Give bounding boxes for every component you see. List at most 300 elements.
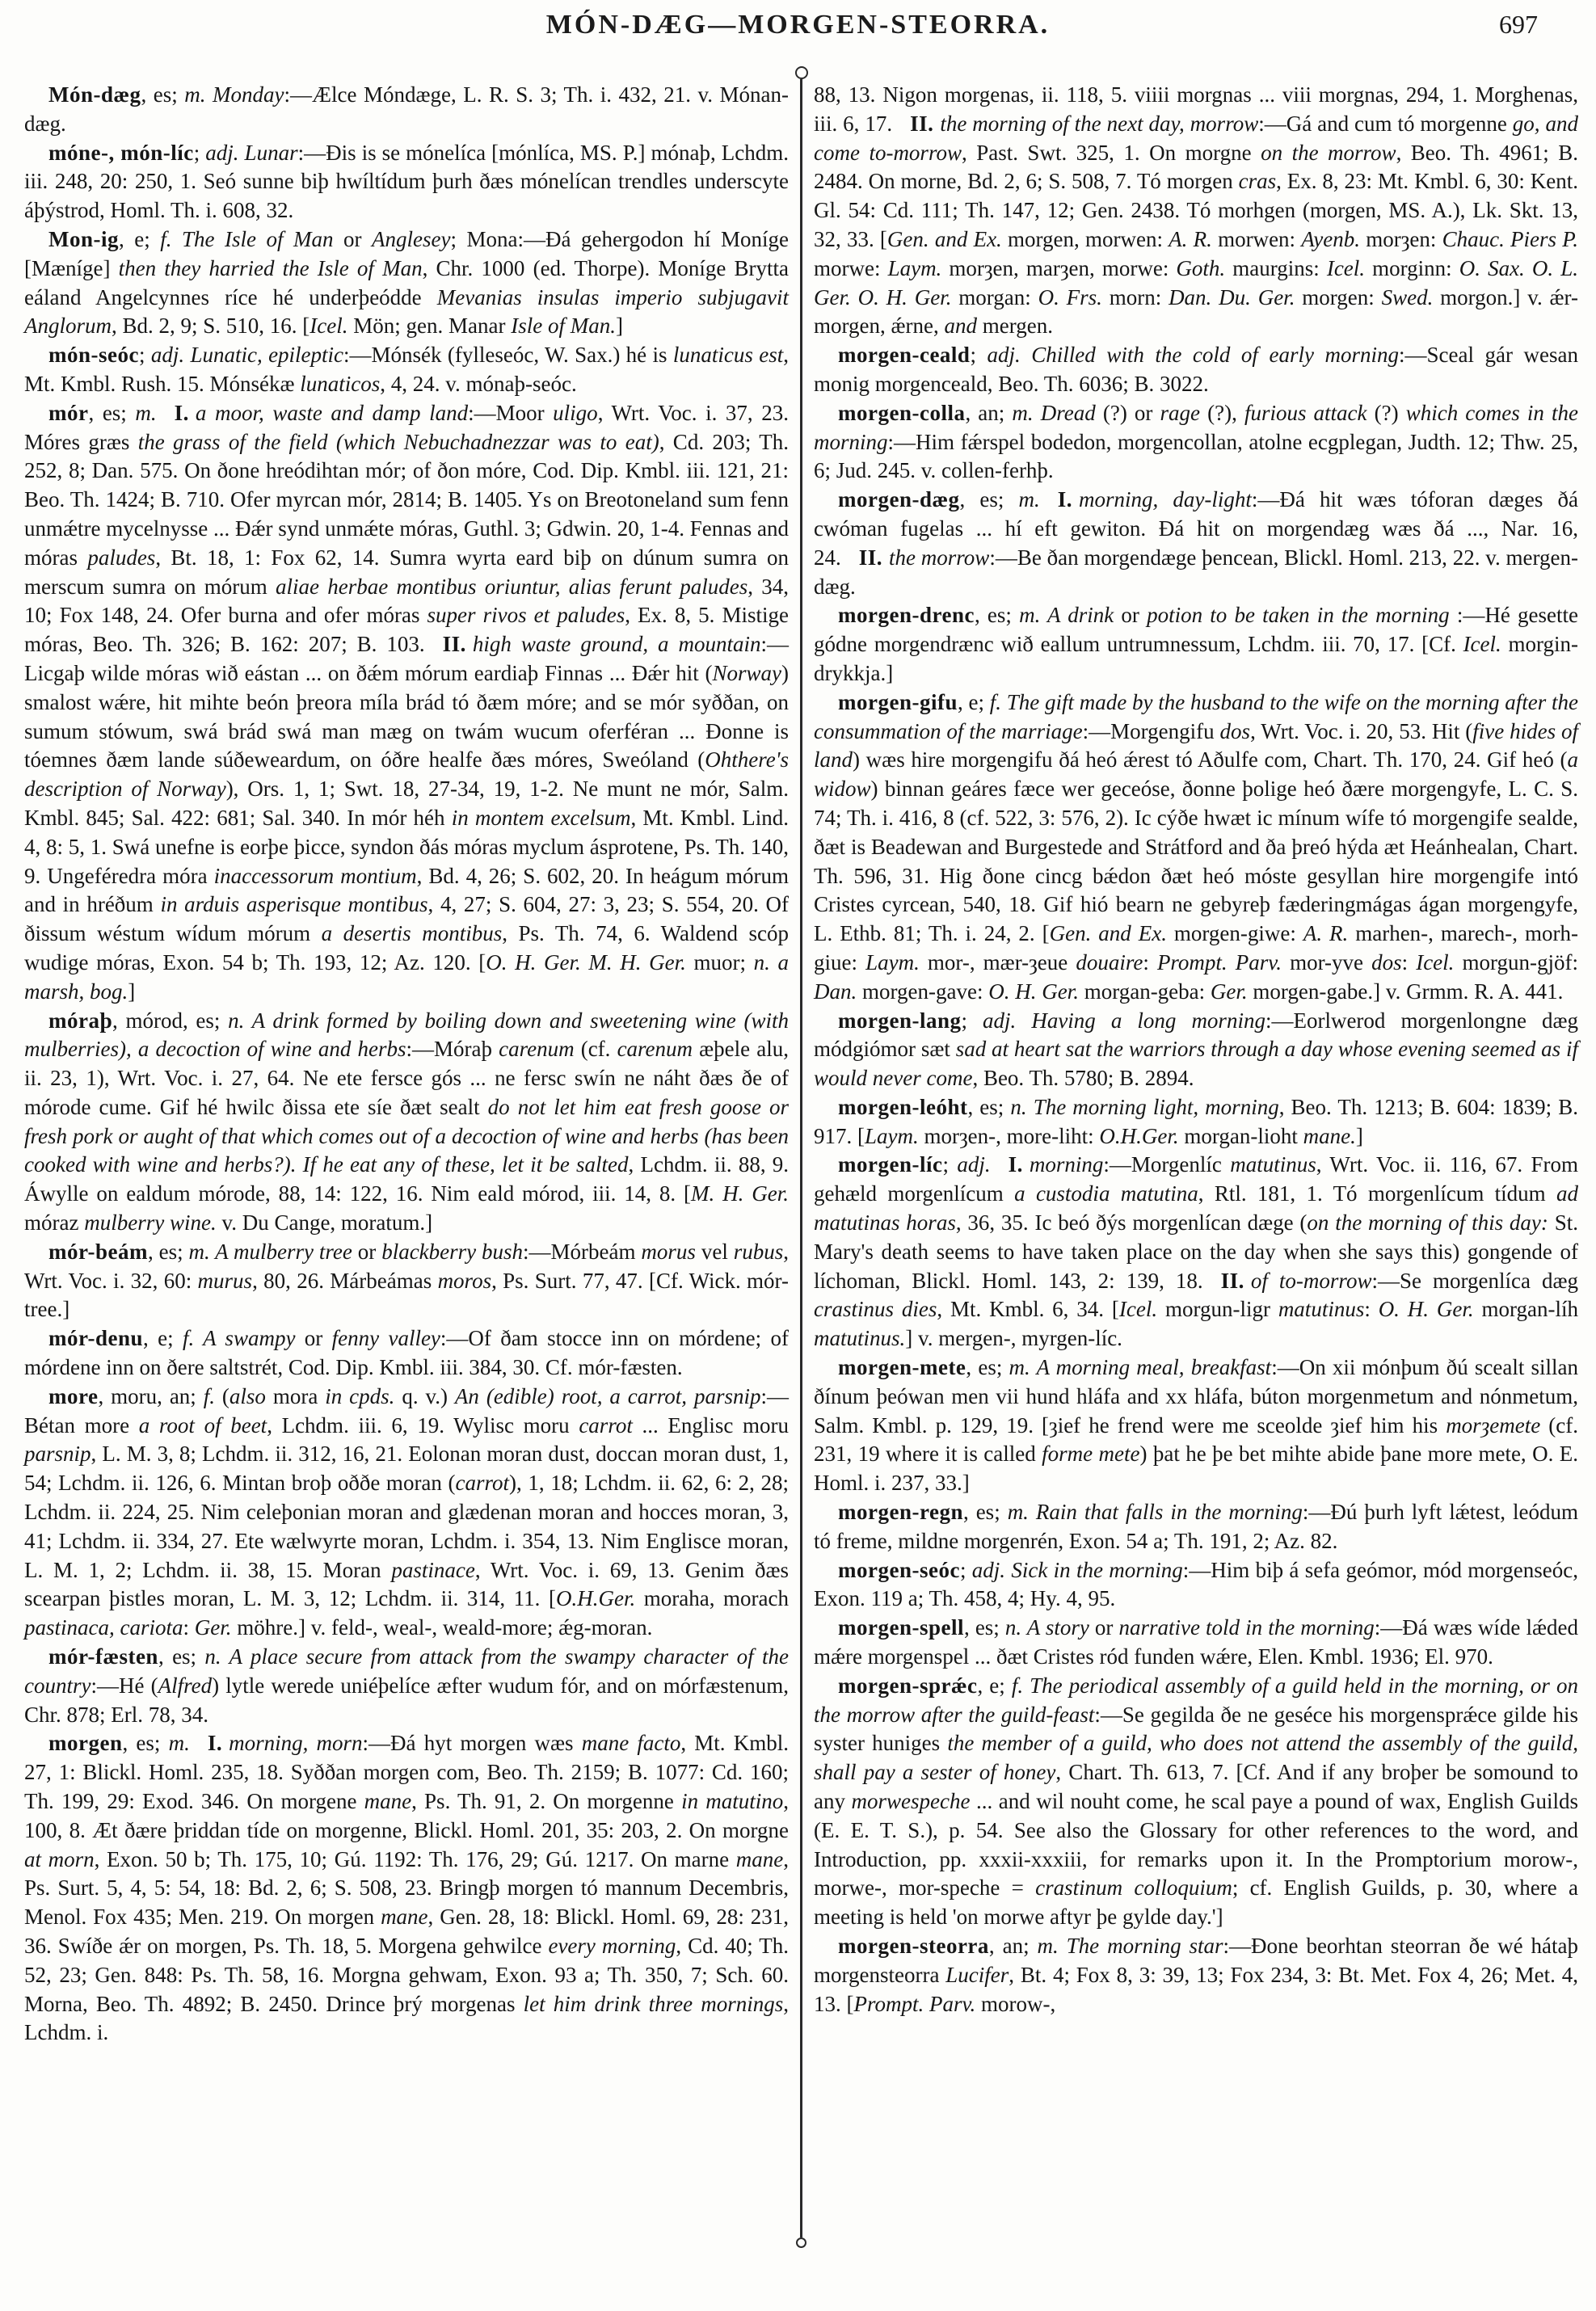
entry-text: ; [959, 1557, 972, 1582]
entry-text: mulberry wine. [84, 1210, 217, 1235]
entry-text: rage [1160, 400, 1201, 425]
entry-text: morgan-líh [1473, 1297, 1578, 1322]
entry-text: Laym. [887, 255, 942, 280]
entry-text: , es; [158, 1644, 205, 1669]
entry-text: carenum [617, 1037, 693, 1062]
entry-text: ad matutinas horas [814, 1181, 1579, 1235]
entry-text: , Bt. 4; Fox 8, 3: 39, 13; Fox 234, 3: Bt. Met. Fox 4, 26; Met. 4, 13. [ [814, 1962, 1578, 2016]
entry-text: Gen. and Ex. [886, 226, 1002, 251]
entry-text: morȝen: [1360, 226, 1442, 251]
entry-text: adj. [957, 1152, 991, 1177]
entry-text: ; [193, 140, 206, 165]
entry-text: forme mete [1042, 1442, 1140, 1467]
headword: morgen-regn [838, 1500, 963, 1525]
entry-text: , Beo. Th. 5780; B. 2894. [972, 1066, 1194, 1091]
entry-text: Swed. [1381, 284, 1434, 309]
entry-text: Isle of Man. [511, 314, 616, 339]
entry-text: or [352, 1239, 382, 1264]
entry-text: , 100, 8. Æt ðære þriddan tíde on morgenne, Blickl. Homl. 201, 35: 203, 2. On morgne [24, 1789, 789, 1842]
entry-text: every morning [548, 1934, 676, 1958]
entry-text: f. [203, 1383, 215, 1408]
entry-text: vel [695, 1239, 734, 1264]
entry-text: , Gen. 28, 18: Blickl. Homl. 69, 28: 231, 36. Swíðe ǽr on morgen, Ps. Th. 18, 5. Morgena gehwilce [24, 1905, 789, 1958]
entry-text: in matutino [681, 1789, 784, 1814]
entry-text: , an; [988, 1934, 1038, 1958]
entry-text: at morn [24, 1846, 95, 1871]
dictionary-entry [814, 1498, 1578, 1556]
entry-text: II. [1220, 1268, 1244, 1293]
entry-text: adj. Chilled with the cold of early morning [987, 343, 1399, 368]
entry-text: murus [197, 1268, 253, 1293]
entry-text: :—Móraþ [406, 1037, 499, 1062]
entry-text: m. The morning star [1037, 1934, 1223, 1958]
entry-text: rubus [733, 1239, 784, 1264]
entry-text: , Cd. 40; Th. 52, 23; Gen. 848: Ps. Th. 58, 16. Morgna gehwam, Exon. 93 a; Th. 350, 7; Sch. 60. Morna, Beo. Th. 4892; B. 2450. Drince þrý morgenas [24, 1934, 790, 2016]
entry-text: , es; [962, 1500, 1008, 1525]
entry-text: the member of a guild, who does not attend the assembly of the guild, shall pay a sester of honey [814, 1731, 1578, 1785]
entry-text: n. The morning light, morning [1010, 1094, 1279, 1119]
entry-text: , Mt. Kmbl. 6, 34. [ [937, 1297, 1119, 1322]
headword: morgen-mete [838, 1355, 966, 1380]
entry-text: morȝen, marȝen, morwe: [941, 255, 1177, 280]
entry-text: m. [1018, 487, 1040, 512]
entry-text: of to-morrow [1250, 1268, 1372, 1293]
headword: mór-beám [48, 1239, 148, 1264]
entry-text: Chauc. Piers P. [1442, 226, 1579, 251]
headword: mór-denu [48, 1326, 143, 1351]
entry-text: , es; [959, 487, 1019, 512]
entry-text: ] [1355, 1123, 1363, 1148]
entry-text: n. A story [1004, 1615, 1089, 1640]
entry-text: cras [1238, 169, 1277, 194]
entry-text: Prompt. Parv. [1156, 949, 1282, 974]
entry-text: morgen: [1295, 284, 1382, 309]
entry-text: on the morning of this day: [1307, 1210, 1548, 1235]
entry-text: douaire [1076, 949, 1143, 974]
entry-text: morgun-ligr [1157, 1297, 1278, 1322]
headword: morgen-leóht [838, 1094, 968, 1119]
entry-text: , es; [147, 1239, 189, 1264]
entry-text: O.H.Ger. [555, 1586, 636, 1611]
entry-text: Icel. [1326, 255, 1366, 280]
entry-text: , e; [977, 1673, 1012, 1698]
entry-text: ) þat he þe bet mihte abide þane more mete, O. E. Homl. i. 237, 33.] [814, 1442, 1578, 1496]
entry-text: , Exon. 50 b; Th. 175, 10; Gú. 1192: Th. 176, 29; Gú. 1217. On marne [94, 1846, 736, 1871]
entry-text: Goth. [1176, 255, 1226, 280]
entry-text: m. [168, 1731, 190, 1756]
entry-text: then they harried the Isle of Man [118, 255, 423, 280]
entry-text: q. v.) [394, 1383, 455, 1408]
entry-text: I. [174, 400, 189, 425]
entry-text: ] [615, 314, 623, 339]
entry-text: ), 1, 18; Lchdm. ii. 62, 6: 2, 28; Lchdm. ii. 224, 25. Nim celeþonian moran and glædenan moran and hocces moran, 3, 41; Lchdm. ii. 334, 27. Ete wælwyrte moran, Lchdm. i. 354, 13. Nim Englisce moran, L. M. 1, 2; Lchdm. ii. 38, 15. Moran [24, 1471, 789, 1582]
entry-text: :—Ðá wæs wíde lǽded mǽre morgenspel ... ðæt Cristes ród funden wǽre, Elen. Kmbl. 1936; El. 970. [814, 1615, 1578, 1669]
entry-text: morwespeche [851, 1789, 971, 1814]
entry-text: :—Ælce Móndæge, L. R. S. 3; Th. i. 432, 21. v. Mónan-dæg. [24, 82, 789, 136]
entry-text: Lucifer [945, 1962, 1009, 1987]
entry-text: m. Rain that falls in the morning [1007, 1500, 1303, 1525]
entry-text: 88, 13. Nigon morgenas, ii. 118, 5. viiii morgnas ... viii morgnas, 294, 1. Morghenas, iii. 6, 17. [814, 82, 1578, 136]
headword: morgen-colla [838, 400, 966, 425]
entry-text: maurgins: [1225, 255, 1327, 280]
entry-text: m. A morning meal, breakfast [1009, 1355, 1272, 1380]
entry-text: fenny valley [331, 1326, 440, 1351]
entry-text: pastinace [391, 1557, 475, 1582]
entry-text: paludes [87, 545, 156, 570]
entry-text: ; [961, 1008, 983, 1033]
entry-text: :—Be ðan morgendæge þencean, Blickl. Homl. 213, 22. v. mergen-dæg. [814, 545, 1578, 599]
dictionary-entry [814, 1353, 1578, 1498]
headword: morgen-ceald [838, 343, 971, 368]
entry-text: adj. Lunar [205, 140, 298, 165]
entry-text: :—Hé ( [91, 1673, 158, 1698]
entry-text: Dan. Du. Ger. [1169, 284, 1295, 309]
entry-text: high waste ground, a mountain [472, 632, 761, 657]
dictionary-entry [814, 1932, 1578, 2018]
entry-text: Gen. and Ex. [1049, 921, 1167, 946]
entry-text: , e; [119, 226, 161, 251]
headword: móne-, món-líc [48, 140, 194, 165]
entry-text: carenum [499, 1037, 575, 1062]
entry-text: Icel. [1416, 949, 1455, 974]
entry-text: ; [970, 343, 987, 368]
entry-text: M. H. Ger. [691, 1181, 789, 1206]
page-title: MÓN-DÆG—MORGEN-STEORRA. [545, 10, 1051, 40]
entry-text: muor; [685, 949, 754, 974]
dictionary-entry [814, 688, 1578, 1007]
entry-text: morgin-drykkja.] [814, 632, 1578, 685]
entry-text: n. A place secure from attack from the swampy character of the country [24, 1644, 789, 1698]
entry-text: crastinus dies [814, 1297, 937, 1322]
entry-text: , Mt. Kmbl. Rush. 15. Mónsékæ [24, 343, 789, 396]
entry-text: , Chart. Th. 613, 7. [Cf. And if any broþer be somound to any [814, 1760, 1578, 1814]
entry-text: n. A drink formed by boiling down and sweetening wine (with mulberries), a decoction of wine and herbs [24, 1008, 789, 1062]
divider-ornament-bottom [796, 2237, 806, 2248]
entry-text: f. The Isle of Man [160, 226, 334, 251]
entry-text: ) smalost wǽre, hit mihte beón þreora míla brád tó ðæm móre; and se mór syððan, on sumum stówum, swá brád swá man mæg on twám wucum oferféran ... Ðonne is tóemnes ðæm lande súðeweardum, on óðre healfe ðæs móres, Sweóland ( [24, 660, 789, 772]
entry-text: morwe: [814, 255, 888, 280]
entry-text: , es; [141, 82, 185, 107]
entry-text: I. [207, 1731, 223, 1756]
entry-text: II. [858, 545, 883, 570]
entry-text: Icel. [310, 314, 348, 339]
entry-text: morgen-giwe: [1166, 921, 1303, 946]
entry-text: the grass of the field (which Nebuchadnezzar was to eat) [137, 429, 659, 454]
dictionary-entry [814, 601, 1578, 688]
entry-text: , es; [974, 603, 1020, 628]
entry-text: , Wrt. Voc. i. 20, 53. Hit ( [1250, 718, 1473, 743]
entry-text: carrot [579, 1412, 633, 1438]
entry-text: , e; [957, 689, 990, 714]
headword: morgen-gifu [838, 689, 958, 714]
entry-text: crastinum colloquium [1035, 1875, 1232, 1901]
headword: morgen-seóc [838, 1557, 960, 1582]
entry-text: : [183, 1615, 195, 1640]
entry-text: marhen-, marech-, morh-giue: [814, 921, 1578, 974]
entry-text: , Beo. Th. 1213; B. 604: 1839; B. 917. [ [814, 1094, 1578, 1148]
entry-text: Prompt. Parv. [853, 1991, 976, 2016]
entry-text: æþele alu, ii. 23, 1), Wrt. Voc. i. 27, 64. Ne ete fersce gós ... ne fersc swín ne náht ðæs ðe of mórode cume. Gif hé hwilc ðissa ete síe ðæt sealt [24, 1037, 790, 1119]
entry-text: adj. Sick in the morning [971, 1557, 1183, 1582]
entry-text: , Beo. Th. 4961; B. 2484. On morne, Bd. 2, 6; S. 508, 7. Tó morgen [814, 140, 1578, 194]
entry-text: super rivos et paludes [427, 603, 625, 628]
entry-text: m. Monday [184, 82, 284, 107]
entry-text: n. a marsh, bog. [24, 949, 790, 1004]
entry-text: parsnip [24, 1442, 91, 1467]
entry-text: Laym. [865, 1123, 919, 1148]
entry-text: mergen. [976, 314, 1053, 339]
entry-text: (?) or [1095, 400, 1160, 425]
entry-text: O. Frs. [1038, 284, 1102, 309]
entry-text: , es; [966, 1355, 1009, 1380]
entry-text: , Ex. 8, 5. Mistige móras, Beo. Th. 326; B. 162: 207; B. 103. [24, 603, 789, 657]
entry-text: :—Hé gesette gódne morgendrænc wið eallum untrumnessum, Lchdm. iii. 70, 17. [Cf. [814, 603, 1579, 657]
dictionary-entry [814, 1672, 1578, 1932]
entry-text: , e; [143, 1326, 183, 1351]
entry-text: mor-, mær-ȝeue [919, 949, 1076, 974]
entry-text: f. The periodical assembly of a guild held in the morning, or on the morrow after the guild-feast [814, 1673, 1578, 1727]
entry-text: , Cd. 203; Th. 252, 8; Dan. 575. On ðone hreódihtan mór; of ðon móre, Cod. Dip. Kmbl. iii. 121, 21: Beo. Th. 1424; B. 710. Ofer myrcan mór, 2814; B. 1405. Ys on Breotoneland sum fenn unmǽtre mycelnysse ... Ðǽr synd unmǽte móras, Guthl. 3; Gdwin. 20, 1-4. Fennas and móras [24, 429, 790, 570]
entry-text: , Bt. 18, 1: Fox 62, 14. Sumra wyrta eard biþ on dúnum sumra on merscum sumra on mórum [24, 545, 789, 599]
entry-text: möhre.] v. feld-, weal-, weald-more; ǽg-moran. [231, 1615, 653, 1640]
entry-text: II. [442, 632, 466, 657]
entry-text: A. R. [1169, 226, 1212, 251]
entry-text: the morrow [889, 545, 990, 570]
entry-text: morning, morn [229, 1731, 363, 1756]
headword: mór [48, 400, 89, 425]
entry-text: in montem excelsum [451, 805, 631, 830]
entry-text: furious attack [1244, 400, 1367, 425]
entry-text: which comes in the morning [814, 400, 1578, 454]
page-header [0, 0, 1596, 58]
dictionary-entry [814, 1614, 1578, 1672]
entry-text: , moru, an; [98, 1383, 204, 1408]
entry-text: A. R. [1303, 921, 1349, 946]
headword: morgen-lang [838, 1008, 962, 1033]
entry-text: , Bd. 2, 9; S. 510, 16. [ [112, 314, 310, 339]
headword: morgen [48, 1731, 123, 1756]
headword: morgen-dæg [838, 487, 960, 512]
entry-text: móraz [24, 1210, 85, 1235]
headword: Món-dæg [48, 82, 141, 107]
entry-text: mora [265, 1383, 326, 1408]
entry-text: five hides of land [814, 718, 1578, 772]
entry-text: morgun-gjöf: [1454, 949, 1578, 974]
entry-text: moraha, morach [635, 1586, 789, 1611]
entry-text: or [1114, 603, 1148, 628]
dictionary-entry [24, 1007, 789, 1238]
entry-text: adj. Lunatic, epileptic [150, 343, 344, 368]
headword: more [48, 1383, 99, 1408]
entry-text: O. Sax. O. L. Ger. O. H. Ger. [814, 255, 1578, 309]
entry-text: do not let him eat fresh goose or fresh pork or aught of that which comes out of a decoction of wine and herbs (has been cooked with wine and herbs?). If he eat any of these, let it be salted [24, 1094, 789, 1177]
entry-text: pastinaca, cariota [24, 1615, 183, 1640]
entry-text: ( [214, 1383, 230, 1408]
entry-text: ), Ors. 1, 1; Swt. 18, 27-34, 19, 1-2. Ne munt ne mór, Salm. Kmbl. 845; Sal. 422: 681; Sal. 340. In mór héh [24, 777, 790, 830]
entry-text: Ayenb. [1301, 226, 1361, 251]
entry-text: (?), [1200, 400, 1244, 425]
dictionary-entry [24, 1238, 789, 1324]
entry-text: :—Ðis is se mónelíca [mónlíca, MS. P.] mónaþ, Lchdm. iii. 248, 20: 250, 1. Seó sunne biþ hwíltídum þurh ðæs mónelícan trendles underscyte áþýstrod, Homl. Th. i. 608, 32. [24, 140, 789, 223]
headword: Mon-ig [48, 226, 119, 251]
entry-text: morning, day-light [1079, 487, 1252, 512]
headword: morgen-steorra [838, 1934, 989, 1958]
entry-text: or [1089, 1615, 1119, 1640]
entry-text: uligo [553, 400, 598, 425]
entry-text: morgan-lioht [1178, 1123, 1303, 1148]
entry-text: :—Gá and cum tó morgenne [1258, 111, 1513, 136]
entry-text: mor-yve [1282, 949, 1372, 974]
entry-text: Mevanias insulas imperio subjugavit Anglorum [24, 284, 789, 339]
entry-text: a custodia matutina [1014, 1181, 1198, 1206]
entry-text: morow-, [975, 1991, 1056, 2016]
entry-text: morwen: [1211, 226, 1302, 251]
entry-text: :—Se morgenlíca dæg [1371, 1268, 1578, 1293]
dictionary-entry [24, 139, 789, 225]
entry-text: :—Ðone beorhtan steorran ðe wé hátaþ morgensteorra [814, 1934, 1578, 1987]
entry-text: aliae herbae montibus oriuntur, alias ferunt paludes [275, 574, 748, 599]
entry-text: lunaticos [300, 371, 381, 396]
entry-text: Laym. [865, 949, 920, 974]
dictionary-entry [814, 399, 1578, 486]
entry-text: m. [135, 400, 157, 425]
entry-text: , Bd. 4, 26; S. 602, 20. In heágum mórum and in hréðum [24, 863, 789, 917]
entry-text: f. A swampy [182, 1326, 296, 1351]
entry-text: Ger. [1210, 979, 1248, 1004]
entry-text: Mön; gen. Manar [347, 314, 512, 339]
entry-text: :—Moor [468, 400, 554, 425]
entry-text: or [295, 1326, 332, 1351]
entry-text: , es; [88, 400, 136, 425]
entry-text: narrative told in the morning [1118, 1615, 1375, 1640]
dictionary-entry [24, 341, 789, 399]
dictionary-entry [814, 81, 1578, 341]
entry-text: St. Mary's death seems to have taken place on the day when she says this) gongende of líchoman, Blickl. Homl. 143, 2: 139, 18. [814, 1210, 1578, 1293]
dictionary-entry [814, 486, 1578, 601]
entry-text: O. H. Ger. [1378, 1297, 1474, 1322]
page-number: 697 [1499, 10, 1538, 39]
entry-text: matutinus [1278, 1297, 1365, 1322]
entry-text: Anglesey [372, 226, 451, 251]
entry-text: , 4, 24. v. mónaþ-seóc. [380, 371, 577, 396]
entry-text: v. Du Cange, moratum.] [216, 1210, 433, 1235]
entry-text: , Lchdm. i. [24, 1991, 790, 2045]
entry-text: a moor, waste and damp land [195, 400, 469, 425]
entry-text: , mórod, es; [112, 1008, 229, 1033]
entry-text: or [333, 226, 373, 251]
entry-text: I. [1057, 487, 1073, 512]
entry-text: ... Englisc moru [632, 1412, 790, 1438]
entry-text: ) wæs hire morgengifu ðá heó ǽrest tó Aðulfe com, Chart. Th. 170, 24. Gif heó ( [853, 747, 1568, 772]
entry-text: , Lchdm. ii. 88, 9. Áwylle on ealdum mórode, 88, 14: 122, 16. Nim eald mórod, iii. 14, 8. [ [24, 1152, 790, 1206]
headword: móraþ [48, 1008, 112, 1033]
entry-text: morgen, morwen: [1001, 226, 1169, 251]
entry-text: , es; [963, 1615, 1005, 1640]
entry-text: m. A mulberry tree [188, 1239, 352, 1264]
entry-text: mane [364, 1789, 412, 1814]
entry-text: :—Bétan more [24, 1383, 789, 1438]
entry-text: ; [942, 1152, 958, 1177]
dictionary-entry [24, 1383, 789, 1643]
entry-text: Icel. [1463, 632, 1501, 657]
entry-text: Dan. [814, 979, 857, 1004]
headword: morgen-líc [838, 1152, 943, 1177]
entry-text: ; Mona:—Ðá gehergodon hí Moníge [Mæníge] [24, 226, 789, 280]
entry-text: An (edible) root, a carrot, parsnip [454, 1383, 761, 1408]
entry-text: ] v. mergen-, myrgen-líc. [905, 1326, 1122, 1351]
entry-text: carrot [455, 1471, 510, 1496]
entry-text: morgen-gabe.] v. Grmm. R. A. 441. [1247, 979, 1564, 1004]
dictionary-entry [24, 225, 789, 341]
entry-text: , es; [122, 1731, 169, 1756]
entry-text: morȝen-, more-liht: [918, 1123, 1100, 1148]
dictionary-entry [24, 81, 789, 139]
entry-text: Norway [712, 660, 781, 685]
entry-text: , Chr. 1000 (ed. Thorpe). Moníge Brytta eáland Angelcynnes ríce hé underþeódde [24, 255, 790, 309]
dictionary-entry [814, 341, 1578, 399]
entry-text: morus [641, 1239, 696, 1264]
entry-text: , Wrt. Voc. i. 37, 23. Móres græs [24, 400, 790, 454]
dictionary-entry [814, 1556, 1578, 1614]
entry-text: blackberry bush [381, 1239, 524, 1264]
headword: morgen-spell [838, 1615, 964, 1640]
headword: morgen-drenc [838, 603, 975, 628]
entry-text: : [1143, 949, 1157, 974]
entry-text: , Mt. Kmbl. 27, 1: Blickl. Homl. 235, 18. Syððan morgen com, Beo. Th. 2159; B. 1077: Cd. 160; Th. 199, 29: Exod. 346. On morgene [24, 1731, 789, 1814]
entry-text: Ohthere's description of Norway [24, 747, 789, 802]
column-right [814, 81, 1578, 2018]
entry-text: the morning of the next day, morrow [940, 111, 1259, 136]
entry-text: morgan-geba: [1078, 979, 1211, 1004]
entry-text: :—Licgaþ wilde móras wið eástan ... on ðǽm mórum eardiaþ Finnas ... Ðǽr hit ( [24, 632, 789, 685]
entry-text: I. [1008, 1152, 1023, 1177]
entry-text: , Wrt. Voc. i. 32, 60: [24, 1239, 789, 1293]
entry-text: dos [1371, 949, 1402, 974]
entry-text: , es; [967, 1094, 1011, 1119]
entry-text: morȝemete [1446, 1412, 1541, 1438]
divider-rule [800, 79, 802, 2237]
entry-text: sad at heart sat the warriors through a day whose evening seemed as if would never come [814, 1037, 1578, 1091]
entry-text: :—Him fǽrspel bodedon, morgencollan, atolne ecgplegan, Judth. 12; Thw. 25, 6; Jud. 245. v. collen-ferhþ. [814, 429, 1578, 483]
entry-text: , Past. Swt. 325, 1. On morgne [961, 140, 1261, 165]
entry-text: II. [910, 111, 934, 136]
entry-text: inaccessorum montium [213, 863, 417, 888]
entry-text: O.H.Ger. [1099, 1123, 1179, 1148]
entry-text: (cf. 231, 19 where it is called [814, 1412, 1578, 1467]
entry-text: :—Mónsék (fylleseóc, W. Sax.) hé is [343, 343, 673, 368]
entry-text: :—On xii mónþum ðú scealt sillan ðínum þeówan men vii hund hláfa and xx hláfa, búton morgenmetum and nónmetum, Salm. Kmbl. p. 129, 19. [ȝief he frend were me sceolde ȝief him his [814, 1355, 1578, 1438]
entry-text: let him drink three mornings [523, 1991, 784, 2016]
entry-text: :—Eorlwerod morgenlongne dæg módgiómor sæt [814, 1008, 1578, 1062]
entry-text: , Mt. Kmbl. Lind. 4, 8: 5, 1. Swá unefne is eorþe þicce, syndon ðás móras myclum ásprotene, Ps. Th. 140, 9. Ungeféredra móra [24, 805, 789, 888]
entry-text: a widow [814, 747, 1578, 802]
entry-text: :—Morgengifu [1082, 718, 1220, 743]
entry-text: ] [128, 979, 136, 1004]
entry-text: , Lchdm. iii. 6, 19. Wylisc moru [267, 1412, 579, 1438]
entry-text: :—Se gegilda ðe ne geséce his morgensprǽce gilde his syster huniges [814, 1702, 1578, 1756]
headword: mór-fæsten [48, 1644, 158, 1669]
entry-text: ... and wil nouht come, he scal paye a pound of wax, English Guilds (E. E. T. S.), p. 54. See also the Glossary for other references to the word, and Introduction, pp. xxxii-xxxiii, for remarks upon it. In the Promptorium morow-, morwe-, mor-speche = [814, 1789, 1578, 1901]
entry-text: ) lytle werede uniéþelíce æfter wudum fór, and on mórfæstenum, Chr. 878; Erl. 78, 34. [24, 1673, 789, 1727]
entry-text: : [1401, 949, 1417, 974]
entry-text: Alfred [158, 1673, 213, 1698]
entry-text: , Ps. Th. 74, 6. Waldend scóp wudige móras, Exon. 54 b; Th. 193, 12; Az. 120. [ [24, 921, 789, 974]
two-column-text [0, 58, 1596, 2248]
entry-text: ; cf. English Guilds, p. 30, where a meeting is held 'on morwe aftyr þe gylde day.'] [814, 1875, 1578, 1930]
entry-text: , Wrt. Voc. ii. 116, 67. From gehæld morgenlícum [814, 1152, 1578, 1206]
entry-text: O. H. Ger. [988, 979, 1079, 1004]
entry-text: morgan: [951, 284, 1038, 309]
